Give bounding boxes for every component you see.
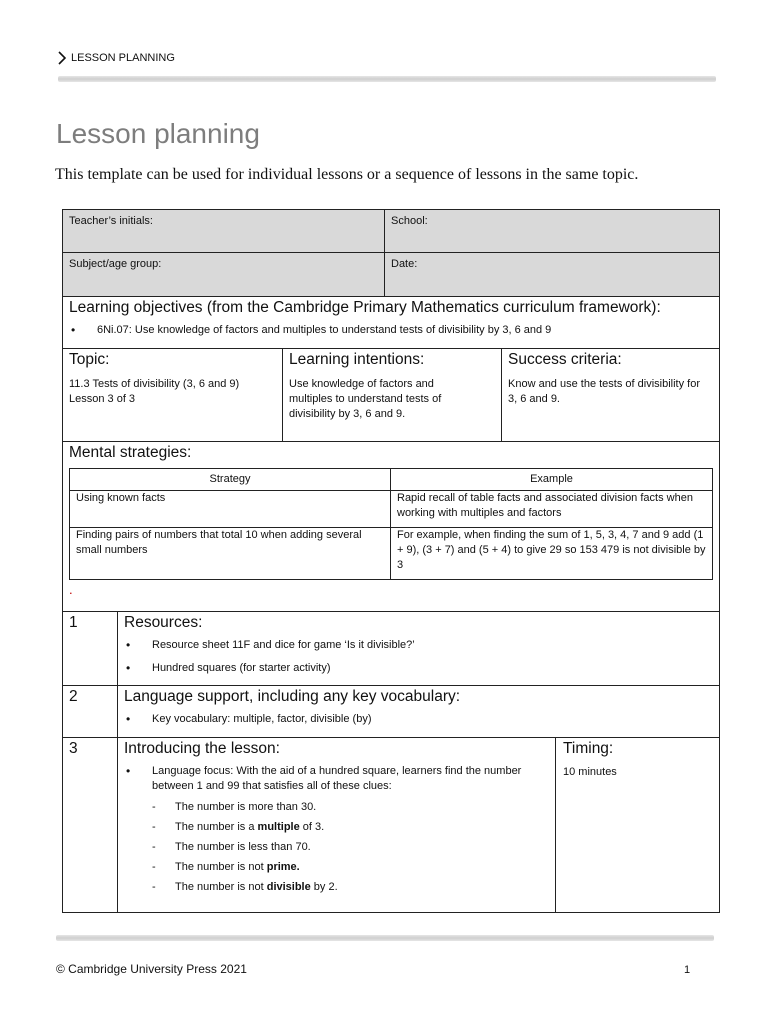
subject-label: Subject/age group: (69, 258, 162, 270)
table-header-row (70, 469, 713, 491)
resources-heading: Resources: (124, 614, 203, 631)
objectives-heading: Learning objectives (from the Cambridge Primary Mathematics curriculum framework): (69, 299, 661, 316)
date-field[interactable] (384, 252, 720, 297)
clue-item (152, 821, 549, 833)
strategy-cell: Finding pairs of numbers that total 10 when adding several small numbers (70, 528, 391, 580)
clue-keyword: divisible (266, 881, 311, 893)
introducing-number: 3 (69, 740, 78, 757)
topic-line-1: 11.3 Tests of divisibility (3, 6 and 9) (69, 378, 240, 390)
page-title: Lesson planning (56, 118, 260, 149)
language-heading: Language support, including any key vocabulary: (124, 688, 461, 705)
intentions-heading: Learning intentions: (289, 351, 425, 368)
language-section (117, 685, 720, 738)
mental-heading: Mental strategies: (69, 444, 192, 461)
resource-item: • Resource sheet 11F and dice for game ‘Is it divisible?’ (124, 638, 713, 653)
topic-heading: Topic: (69, 351, 110, 368)
language-number-cell (62, 685, 118, 738)
language-item: • Key vocabulary: multiple, factor, divisible (by) (124, 712, 713, 727)
strategy-column-header: Strategy (70, 469, 391, 491)
clue-item (152, 881, 549, 893)
clue-item (152, 801, 549, 813)
date-label: Date: (391, 258, 418, 270)
clue-keyword: multiple (257, 821, 300, 833)
intentions-section (282, 348, 502, 442)
clue-keyword: prime. (266, 861, 300, 873)
table-row (70, 491, 713, 528)
intentions-text: Use knowledge of factors and multiples to understand tests of divisibility by 3, 6 and 9. (289, 378, 442, 420)
teacher-initials-label: Teacher’s initials: (69, 215, 153, 227)
success-section (501, 348, 720, 442)
success-text: Know and use the tests of divisibility for 3, 6 and 9. (508, 378, 700, 405)
clue-text: The number is a (175, 821, 258, 833)
mental-strategies-table (69, 468, 713, 580)
introducing-section (117, 737, 556, 913)
example-cell: For example, when finding the sum of 1, 5, 3, 4, 7 and 9 add (1 + 9), (3 + 7) and (5 + 4) to give 29 so 153 479 is not divisible by 3 (391, 528, 713, 580)
resources-number-cell (62, 611, 118, 686)
introducing-heading: Introducing the lesson: (124, 740, 280, 757)
clue-text: The number is less than 70. (175, 841, 311, 853)
clue-item (152, 861, 549, 873)
timing-heading: Timing: (563, 740, 614, 757)
topic-line-2: Lesson 3 of 3 (69, 393, 136, 405)
header-divider (58, 76, 716, 82)
mental-strategies-section (62, 441, 720, 612)
school-label: School: (391, 215, 428, 227)
page-number: 1 (684, 964, 691, 976)
timing-value: 10 minutes (563, 766, 617, 778)
chevron-right-icon (58, 51, 66, 65)
teacher-initials-field[interactable] (62, 209, 385, 253)
clue-text: by 2. (310, 881, 338, 893)
subject-field[interactable] (62, 252, 385, 297)
timing-section (555, 737, 720, 913)
breadcrumb-label: LESSON PLANNING (71, 52, 175, 64)
resource-item: • Hundred squares (for starter activity) (124, 661, 713, 676)
intro-text: This template can be used for individual lessons or a sequence of lessons in the same topic. (55, 166, 639, 183)
clue-item (152, 841, 549, 853)
objective-item: • 6Ni.07: Use knowledge of factors and multiples to understand tests of divisibility by 3, 6 and 9 (69, 323, 713, 338)
objectives-section (62, 296, 720, 349)
topic-section (62, 348, 283, 442)
example-column-header: Example (391, 469, 713, 491)
table-row (70, 528, 713, 580)
copyright: © Cambridge University Press 2021 (56, 962, 247, 976)
clue-text: The number is not (175, 861, 267, 873)
breadcrumb (58, 51, 175, 65)
success-heading: Success criteria: (508, 351, 622, 368)
language-number: 2 (69, 688, 78, 705)
clue-text: The number is not (175, 881, 267, 893)
school-field[interactable] (384, 209, 720, 253)
clue-text: The number is more than 30. (175, 801, 317, 813)
introducing-bullet: • Language focus: With the aid of a hundred square, learners find the number between 1 and 99 that satisfies all of these clues: (124, 764, 522, 794)
strategy-cell: Using known facts (70, 491, 391, 528)
resources-number: 1 (69, 614, 78, 631)
resources-section (117, 611, 720, 686)
clue-text: of 3. (299, 821, 325, 833)
example-cell: Rapid recall of table facts and associated division facts when working with multiples and factors (391, 491, 713, 528)
red-dot-mark: . (69, 582, 73, 597)
footer-divider (56, 935, 714, 941)
introducing-number-cell (62, 737, 118, 913)
